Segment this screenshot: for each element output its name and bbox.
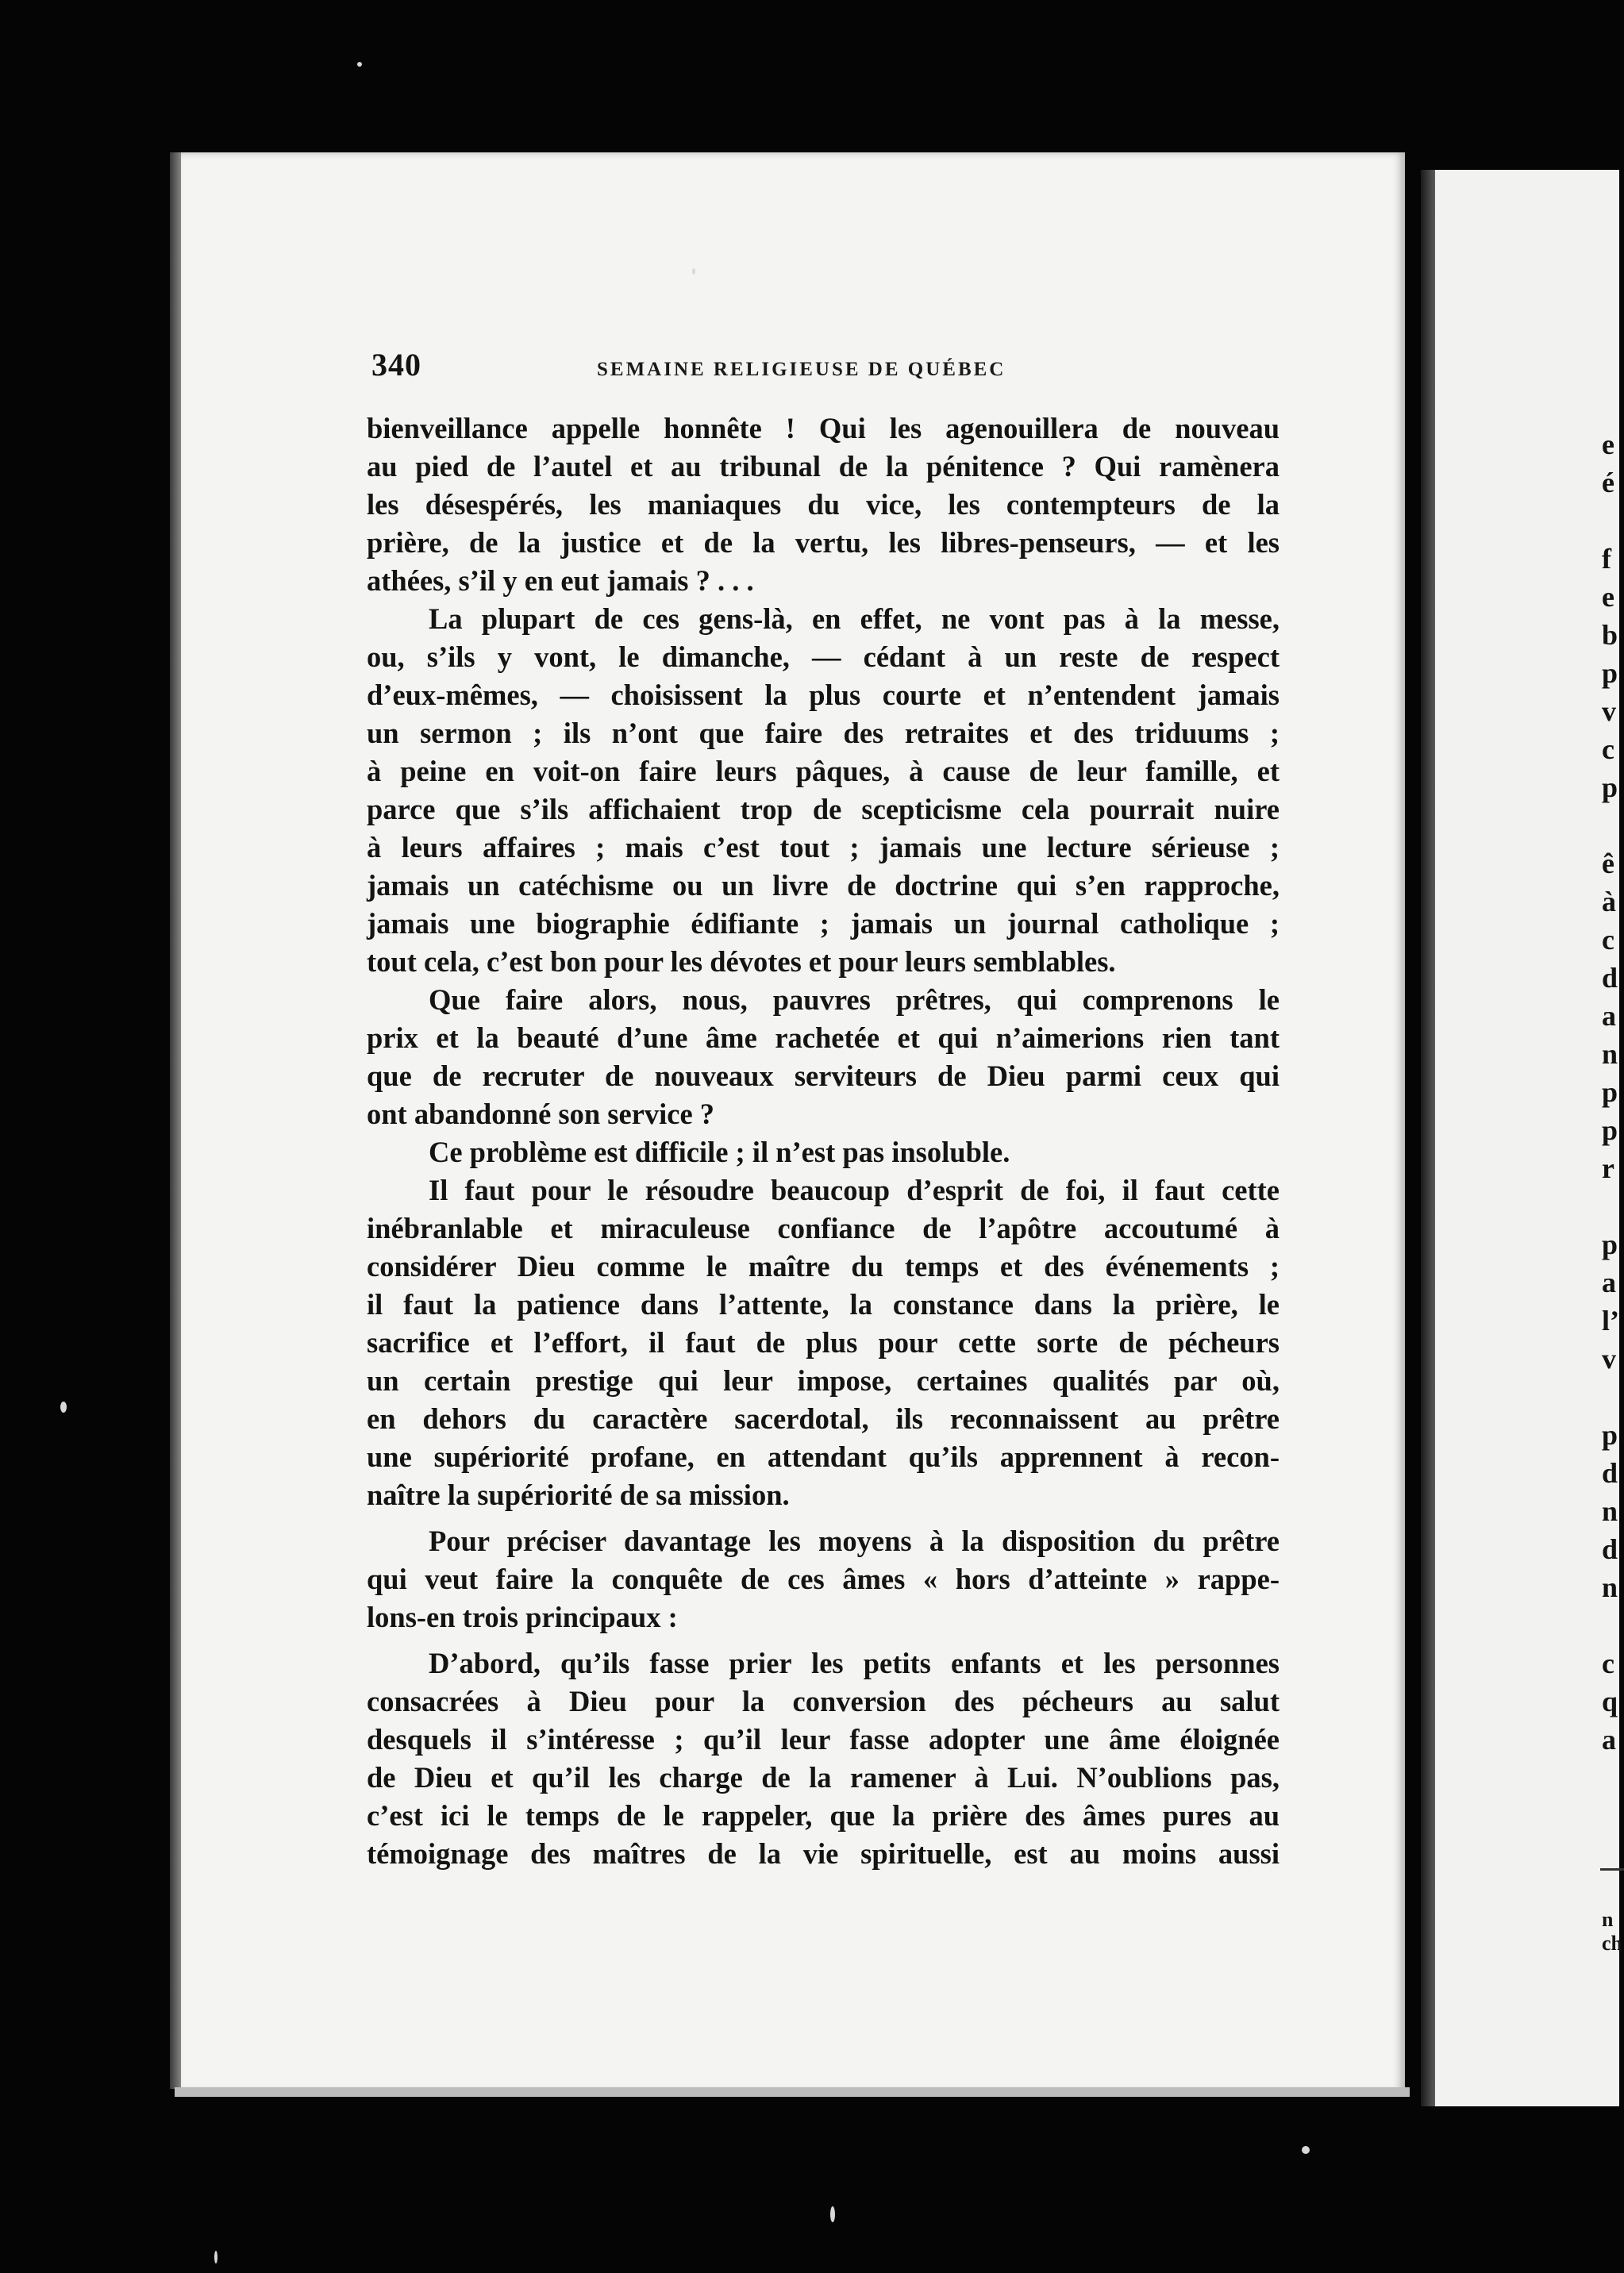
text-line: de Dieu et qu’il les charge de la ramener à Lui. N’oublions pas, [367, 1761, 1280, 1794]
facing-page-fragment: c [1602, 1648, 1614, 1679]
text-line: une supériorité profane, en attendant qu’ils apprennent à recon- [367, 1440, 1280, 1473]
text-line: sacrifice et l’effort, il faut de plus pour cette sorte de pécheurs [367, 1326, 1280, 1359]
facing-page-fragment: p [1602, 1229, 1618, 1260]
text-line: Que faire alors, nous, pauvres prêtres, qui comprenons le [429, 983, 1280, 1016]
facing-page-fragment: e [1602, 581, 1614, 613]
facing-page-fragment: l’ [1602, 1305, 1619, 1336]
facing-page-fragment: e [1602, 429, 1614, 460]
text-line: à leurs affaires ; mais c’est tout ; jamais une lecture sérieuse ; [367, 831, 1280, 863]
facing-page-fragment: q [1602, 1686, 1618, 1717]
text-line: témoignage des maîtres de la vie spirituelle, est au moins aussi [367, 1837, 1280, 1870]
text-line: au pied de l’autel et au tribunal de la pénitence ? Qui ramènera [367, 450, 1280, 483]
text-line: inébranlable et miraculeuse confiance de l’apôtre accoutumé à [367, 1212, 1280, 1244]
facing-page-fragment: v [1602, 1343, 1616, 1375]
facing-page-fragment: d [1602, 1533, 1618, 1565]
text-line: c’est ici le temps de le rappeler, que la prière des âmes pures au [367, 1799, 1280, 1832]
dust-speck [1302, 2146, 1310, 2154]
paragraph-gap [367, 1636, 1280, 1644]
text-line: les désespérés, les maniaques du vice, les contempteurs de la [367, 488, 1280, 521]
text-line: bienveillance appelle honnête ! Qui les agenouillera de nouveau [367, 412, 1280, 444]
dust-speck [692, 268, 695, 275]
facing-page-fragment: ê [1602, 848, 1614, 879]
dust-speck [214, 2251, 217, 2263]
text-line: athées, s’il y en eut jamais ? . . . [367, 564, 754, 597]
text-line: lons-en trois principaux : [367, 1601, 678, 1633]
facing-page-fragment: b [1602, 619, 1618, 651]
dust-speck [830, 2206, 835, 2222]
facing-page-fragment: p [1602, 1076, 1618, 1108]
facing-page-fragment: n [1602, 1495, 1618, 1527]
facing-page-fragment: r [1602, 1152, 1614, 1184]
text-line: tout cela, c’est bon pour les dévotes et pour leurs semblables. [367, 945, 1116, 978]
text-line: d’eux-mêmes, — choisissent la plus courte et n’entendent jamais [367, 679, 1280, 711]
text-line: jamais un catéchisme ou un livre de doctrine qui s’en rapproche, [367, 869, 1280, 902]
text-line: D’abord, qu’ils fasse prier les petits enfants et les personnes [429, 1647, 1280, 1679]
facing-page-fragment: c [1602, 924, 1614, 956]
dust-speck [357, 62, 362, 67]
text-line: que de recruter de nouveaux serviteurs de Dieu parmi ceux qui [367, 1060, 1280, 1092]
text-line: ont abandonné son service ? [367, 1098, 715, 1130]
facing-page-fragment: p [1602, 1419, 1618, 1451]
text-line: considérer Dieu comme le maître du temps et des événements ; [367, 1250, 1280, 1283]
facing-page-fragment: d [1602, 1457, 1618, 1489]
text-line: consacrées à Dieu pour la conversion des pécheurs au salut [367, 1685, 1280, 1717]
facing-page-fragment: ch [1602, 1932, 1622, 1955]
text-line: il faut la patience dans l’attente, la constance dans la prière, le [367, 1288, 1280, 1321]
text-line: en dehors du caractère sacerdotal, ils reconnaissent au prêtre [367, 1402, 1280, 1435]
text-line: naître la supériorité de sa mission. [367, 1479, 790, 1511]
facing-page-fragment: p [1602, 771, 1618, 803]
text-line: desquels il s’intéresse ; qu’il leur fasse adopter une âme éloignée [367, 1723, 1280, 1756]
text-line: prière, de la justice et de la vertu, les libres-penseurs, — et les [367, 526, 1280, 559]
facing-page-fragment: p [1602, 1114, 1618, 1146]
text-line: Pour préciser davantage les moyens à la disposition du prêtre [429, 1525, 1280, 1557]
facing-page-fragment: c [1602, 733, 1614, 765]
text-line: Ce problème est difficile ; il n’est pas insoluble. [429, 1136, 1010, 1168]
facing-page-fragment: n [1602, 1908, 1614, 1931]
page-number: 340 [371, 347, 421, 383]
facing-page-fragment: p [1602, 657, 1618, 689]
text-line: un certain prestige qui leur impose, certaines qualités par où, [367, 1364, 1280, 1397]
dust-speck [60, 1402, 67, 1413]
facing-page-fragment: n [1602, 1571, 1618, 1603]
facing-page-fragment: n [1602, 1038, 1618, 1070]
facing-page-fragment: a [1602, 1000, 1616, 1032]
facing-page-fragment: f [1602, 543, 1611, 575]
text-line: jamais une biographie édifiante ; jamais un journal catholique ; [367, 907, 1280, 940]
text-line: qui veut faire la conquête de ces âmes « hors d’atteinte » rappe- [367, 1563, 1280, 1595]
running-head: SEMAINE RELIGIEUSE DE QUÉBEC [597, 359, 1006, 380]
text-line: ou, s’ils y vont, le dimanche, — cédant à un reste de respect [367, 640, 1280, 673]
text-line: un sermon ; ils n’ont que faire des retraites et des triduums ; [367, 717, 1280, 749]
page-bottom-edge [175, 2087, 1410, 2097]
text-line: à peine en voit-on faire leurs pâques, à cause de leur famille, et [367, 755, 1280, 787]
facing-page-fragment: v [1602, 695, 1616, 727]
facing-page [1435, 170, 1619, 2106]
text-line: prix et la beauté d’une âme rachetée et qui n’aimerions rien tant [367, 1021, 1280, 1054]
facing-page-fragment: é [1602, 467, 1614, 498]
text-line: Il faut pour le résoudre beaucoup d’esprit de foi, il faut cette [429, 1174, 1280, 1206]
text-line: parce que s’ils affichaient trop de scepticisme cela pourrait nuire [367, 793, 1280, 825]
text-line: La plupart de ces gens-là, en effet, ne vont pas à la messe, [429, 602, 1280, 635]
facing-page-fragment: a [1602, 1724, 1616, 1756]
footnote-rule [1600, 1868, 1624, 1871]
paragraph-gap [367, 1514, 1280, 1522]
body-text [367, 410, 1280, 1873]
facing-page-fragment: à [1602, 886, 1616, 917]
facing-page-fragment: d [1602, 962, 1618, 994]
facing-page-fragment: a [1602, 1267, 1616, 1298]
